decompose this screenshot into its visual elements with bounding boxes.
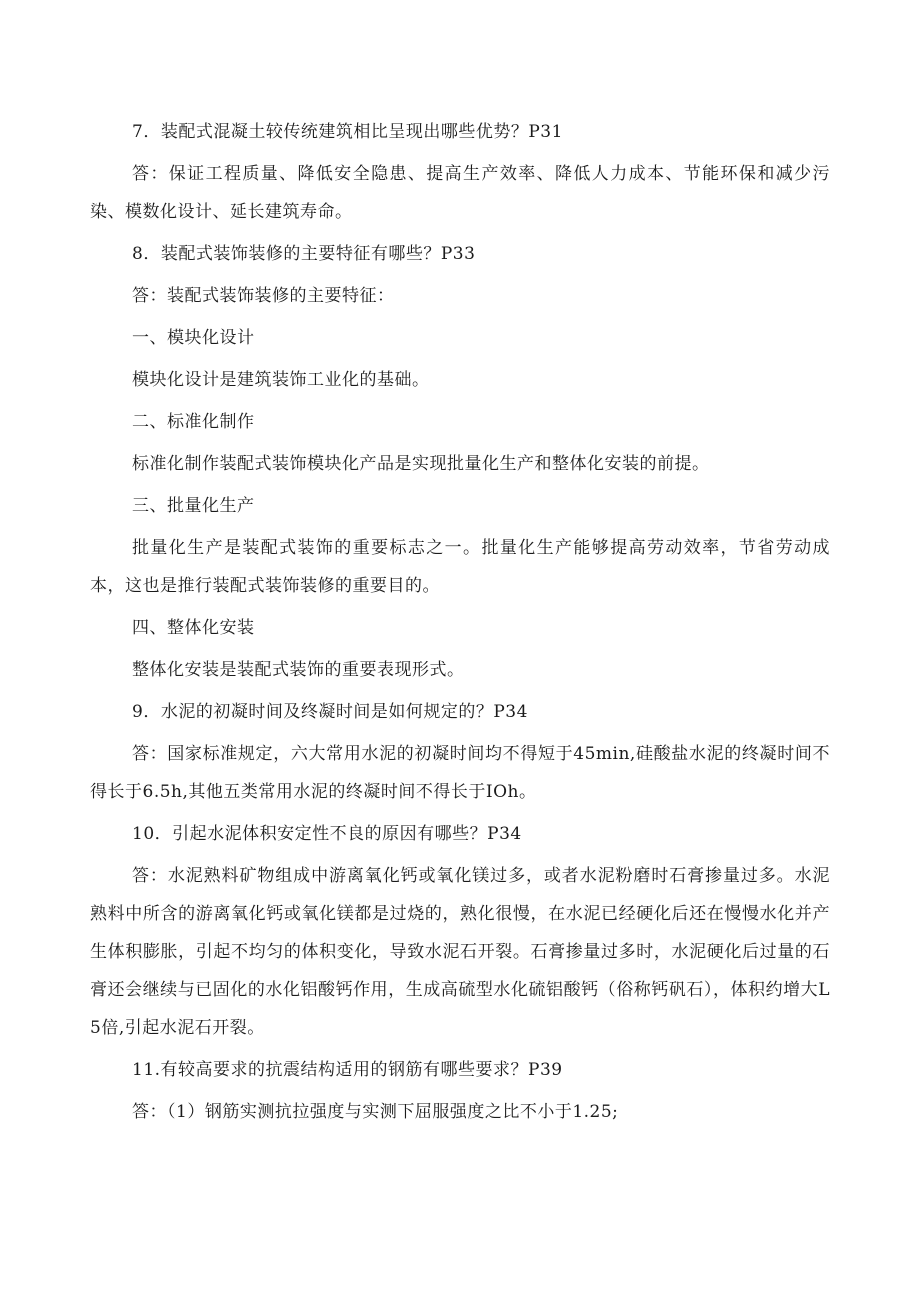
answer-11-item-1: 答：（1）钢筋实测抗拉强度与实测下屈服强度之比不小于1.25; xyxy=(132,1102,619,1122)
feature-1-text: 模块化设计是建筑装饰工业化的基础。 xyxy=(132,370,430,390)
question-9: 9．水泥的初凝时间及终凝时间是如何规定的？P34 xyxy=(132,702,528,722)
feature-4-heading: 四、整体化安装 xyxy=(132,618,255,638)
feature-3-heading: 三、批量化生产 xyxy=(132,496,255,516)
answer-10: 答：水泥熟料矿物组成中游离氧化钙或氧化镁过多，或者水泥粉磨时石膏掺量过多。水泥熟料中所含的游离氧化钙或氧化镁都是过烧的，熟化很慢，在水泥已经硬化后还在慢慢水化并产生体积膨胀，引起不均匀的体积变化，导致水泥石开裂。石膏掺量过多时，水泥硬化后过量的石膏还会继续与已固化的水化铝酸钙作用，生成高硫型水化硫铝酸钙（俗称钙矾石），体积约增大L5倍,引起水泥石开裂。 xyxy=(90,866,830,1038)
document-body xyxy=(90,113,830,1135)
question-11: 11.有较高要求的抗震结构适用的钢筋有哪些要求？P39 xyxy=(132,1060,563,1080)
feature-2-heading: 二、标准化制作 xyxy=(132,412,255,432)
answer-8-intro: 答：装配式装饰装修的主要特征： xyxy=(132,286,395,306)
answer-9: 答：国家标准规定，六大常用水泥的初凝时间均不得短于45min,硅酸盐水泥的终凝时间不得长于6.5h,其他五类常用水泥的终凝时间不得长于IOh。 xyxy=(90,744,830,802)
question-7: 7．装配式混凝土较传统建筑相比呈现出哪些优势？P31 xyxy=(132,122,563,142)
answer-7: 答：保证工程质量、降低安全隐患、提高生产效率、降低人力成本、节能环保和减少污染、模数化设计、延长建筑寿命。 xyxy=(90,164,830,222)
feature-4-text: 整体化安装是装配式装饰的重要表现形式。 xyxy=(132,660,465,680)
feature-2-text: 标准化制作装配式装饰模块化产品是实现批量化生产和整体化安装的前提。 xyxy=(132,454,710,474)
feature-3-text: 批量化生产是装配式装饰的重要标志之一。批量化生产能够提高劳动效率，节省劳动成本，这也是推行装配式装饰装修的重要目的。 xyxy=(90,538,830,596)
question-10: 10．引起水泥体积安定性不良的原因有哪些？P34 xyxy=(132,824,522,844)
question-8: 8．装配式装饰装修的主要特征有哪些？P33 xyxy=(132,244,476,264)
feature-1-heading: 一、模块化设计 xyxy=(132,328,255,348)
